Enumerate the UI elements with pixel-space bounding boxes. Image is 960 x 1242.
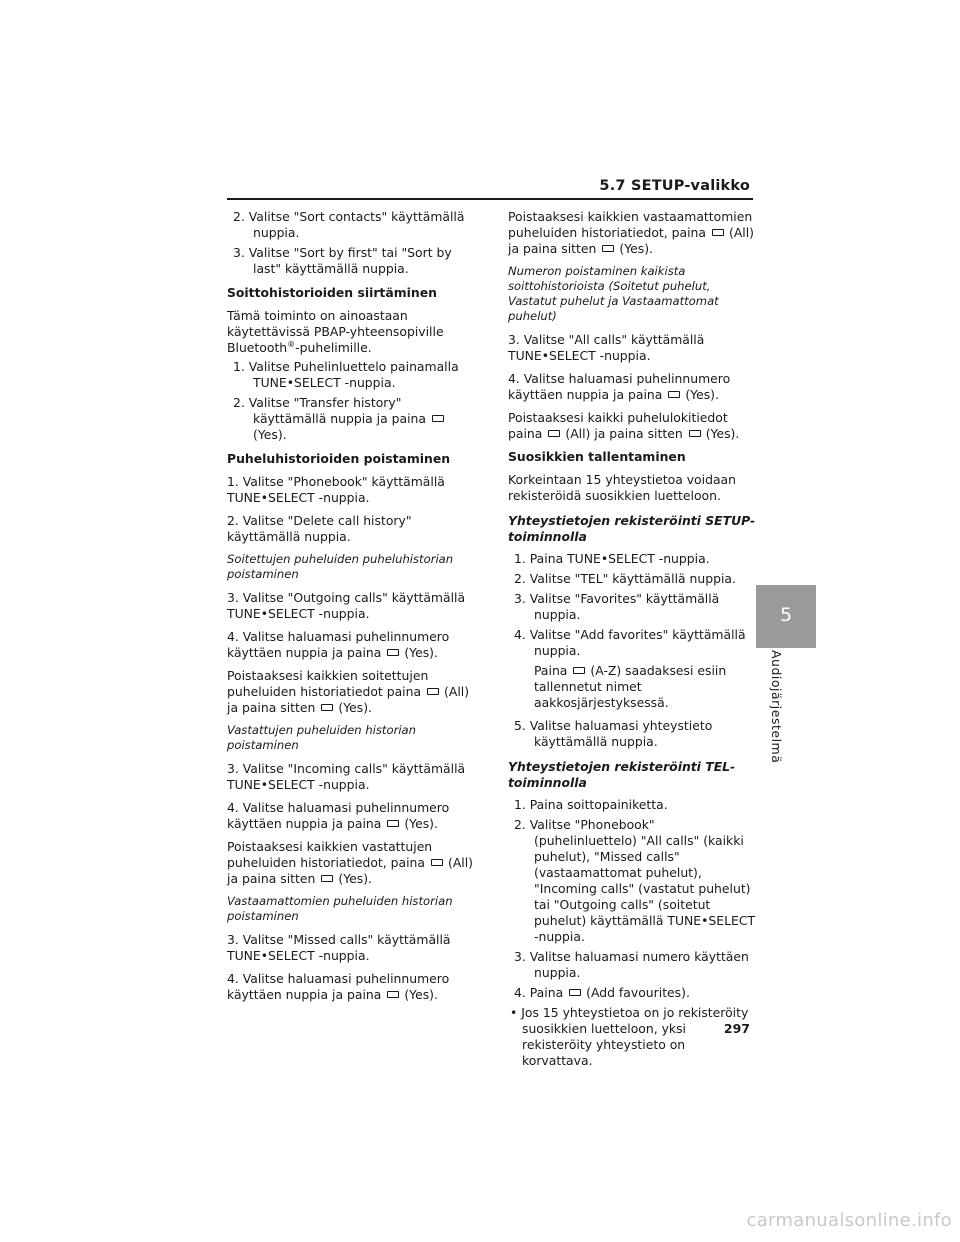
all-calls-subtitle: Numeron poistaminen kaikista soittohistorioista (Soitetut puhelut, Vastatut puhelut ja Vastaamattomat puhelut)	[508, 264, 719, 323]
page-number: 297	[723, 1021, 750, 1036]
missed-subtitle: Vastaamattomien puheluiden historian poistaminen	[227, 894, 453, 923]
tel-bullet-note: • Jos 15 yhteystietoa on jo rekisteröity suosikkien luetteloon, yksi rekisteröity yhteystieto on korvattava.	[510, 1005, 749, 1068]
header-rule	[227, 198, 753, 200]
button-icon	[712, 229, 724, 236]
setup-note: Paina (A-Z) saadaksesi esiin tallennetut nimet aakkosjärjestyksessä.	[534, 663, 727, 710]
tel-step-3: 3. Valitse haluamasi numero käyttäen nuppia.	[514, 949, 749, 980]
setup-subtitle: Yhteystietojen rekisteröinti SETUP-toiminnolla	[508, 513, 756, 544]
delete-all-logs: Poistaaksesi kaikki puhelulokitiedot paina (All) ja paina sitten (Yes).	[508, 410, 740, 441]
missed-step-4: 4. Valitse haluamasi puhelinnumero käyttäen nuppia ja paina (Yes).	[227, 971, 450, 1002]
delete-step-1: 1. Valitse "Phonebook" käyttämällä TUNE•SELECT -nuppia.	[227, 474, 445, 505]
outgoing-step-4: 4. Valitse haluamasi puhelinnumero käyttäen nuppia ja paina (Yes).	[227, 629, 450, 660]
button-icon	[689, 430, 701, 437]
setup-step-5: 5. Valitse haluamasi yhteystieto käyttämällä nuppia.	[514, 718, 713, 749]
button-icon	[668, 391, 680, 398]
chapter-tab-number: 5	[779, 604, 793, 626]
button-icon	[387, 991, 399, 998]
section-header-title: 5.7 SETUP-valikko	[599, 178, 750, 194]
incoming-delete-all: Poistaaksesi kaikkien vastattujen puheluiden historiatiedot, paina (All) ja paina sitten (Yes).	[227, 839, 474, 886]
button-icon	[321, 704, 333, 711]
outgoing-delete-all: Poistaaksesi kaikkien soitettujen puheluiden historiatiedot paina (All) ja paina sitten (Yes).	[227, 668, 470, 715]
button-icon	[602, 245, 614, 252]
incoming-step-3: 3. Valitse "Incoming calls" käyttämällä TUNE•SELECT -nuppia.	[227, 761, 466, 792]
registered-mark: ®	[287, 339, 296, 349]
all-calls-step-4: 4. Valitse haluamasi puhelinnumero käyttäen nuppia ja paina (Yes).	[508, 371, 731, 402]
button-icon	[432, 415, 444, 422]
transfer-heading: Soittohistorioiden siirtäminen	[227, 285, 437, 300]
setup-step-1: 1. Paina TUNE•SELECT -nuppia.	[514, 551, 710, 566]
button-icon	[321, 875, 333, 882]
sort-step-2: 2. Valitse "Sort contacts" käyttämällä nuppia.	[233, 209, 465, 240]
outgoing-subtitle: Soitettujen puheluiden puheluhistorian poistaminen	[227, 552, 454, 581]
outgoing-step-3: 3. Valitse "Outgoing calls" käyttämällä TUNE•SELECT -nuppia.	[227, 590, 466, 621]
tel-step-1: 1. Paina soittopainiketta.	[514, 797, 668, 812]
tel-step-2: 2. Valitse "Phonebook" (puhelinluettelo) "All calls" (kaikki puhelut), "Missed calls" (vastaamattomat puhelut), "Incoming calls" (vastatut puhelut) tai "Outgoing calls" (soitetut puhelut) käyttämällä TUNE•SELECT -nuppia.	[514, 817, 756, 944]
button-icon	[387, 820, 399, 827]
setup-step-4: 4. Valitse "Add favorites" käyttämällä nuppia.	[514, 627, 746, 658]
button-icon	[569, 989, 581, 996]
favorites-intro: Korkeintaan 15 yhteystietoa voidaan rekisteröidä suosikkien luetteloon.	[508, 472, 736, 503]
incoming-step-4: 4. Valitse haluamasi puhelinnumero käyttäen nuppia ja paina (Yes).	[227, 800, 450, 831]
missed-delete-all: Poistaaksesi kaikkien vastaamattomien puheluiden historiatiedot, paina (All) ja paina sitten (Yes).	[508, 209, 755, 256]
incoming-subtitle: Vastattujen puheluiden historian poistaminen	[227, 723, 417, 752]
setup-step-2: 2. Valitse "TEL" käyttämällä nuppia.	[514, 571, 736, 586]
tel-subtitle: Yhteystietojen rekisteröinti TEL-toiminnolla	[508, 759, 736, 790]
button-icon	[573, 667, 585, 674]
delete-step-2: 2. Valitse "Delete call history" käyttämällä nuppia.	[227, 513, 412, 544]
favorites-heading: Suosikkien tallentaminen	[508, 449, 686, 464]
chapter-side-label: Audiojärjestelmä	[769, 650, 784, 764]
button-icon	[548, 430, 560, 437]
sort-step-3: 3. Valitse "Sort by first" tai "Sort by last" käyttämällä nuppia.	[233, 245, 452, 276]
site-watermark: carmanualsonline.info	[746, 1210, 952, 1231]
delete-heading: Puheluhistorioiden poistaminen	[227, 451, 451, 466]
tel-step-4: 4. Paina (Add favourites).	[514, 985, 690, 1000]
right-column	[508, 209, 756, 1073]
button-icon	[387, 649, 399, 656]
left-column	[227, 209, 475, 1010]
transfer-intro: Tämä toiminto on ainoastaan käytettävissä PBAP-yhteensopiville Bluetooth®-puhelimille.	[227, 308, 444, 355]
all-calls-step-3: 3. Valitse "All calls" käyttämällä TUNE•SELECT -nuppia.	[508, 332, 705, 363]
button-icon	[431, 859, 443, 866]
missed-step-3: 3. Valitse "Missed calls" käyttämällä TUNE•SELECT -nuppia.	[227, 932, 451, 963]
transfer-step-1: 1. Valitse Puhelinluettelo painamalla TUNE•SELECT -nuppia.	[233, 359, 459, 390]
transfer-step-2: 2. Valitse "Transfer history" käyttämällä nuppia ja paina(Yes).	[233, 395, 475, 443]
button-icon	[427, 688, 439, 695]
setup-step-3: 3. Valitse "Favorites" käyttämällä nuppia.	[514, 591, 720, 622]
